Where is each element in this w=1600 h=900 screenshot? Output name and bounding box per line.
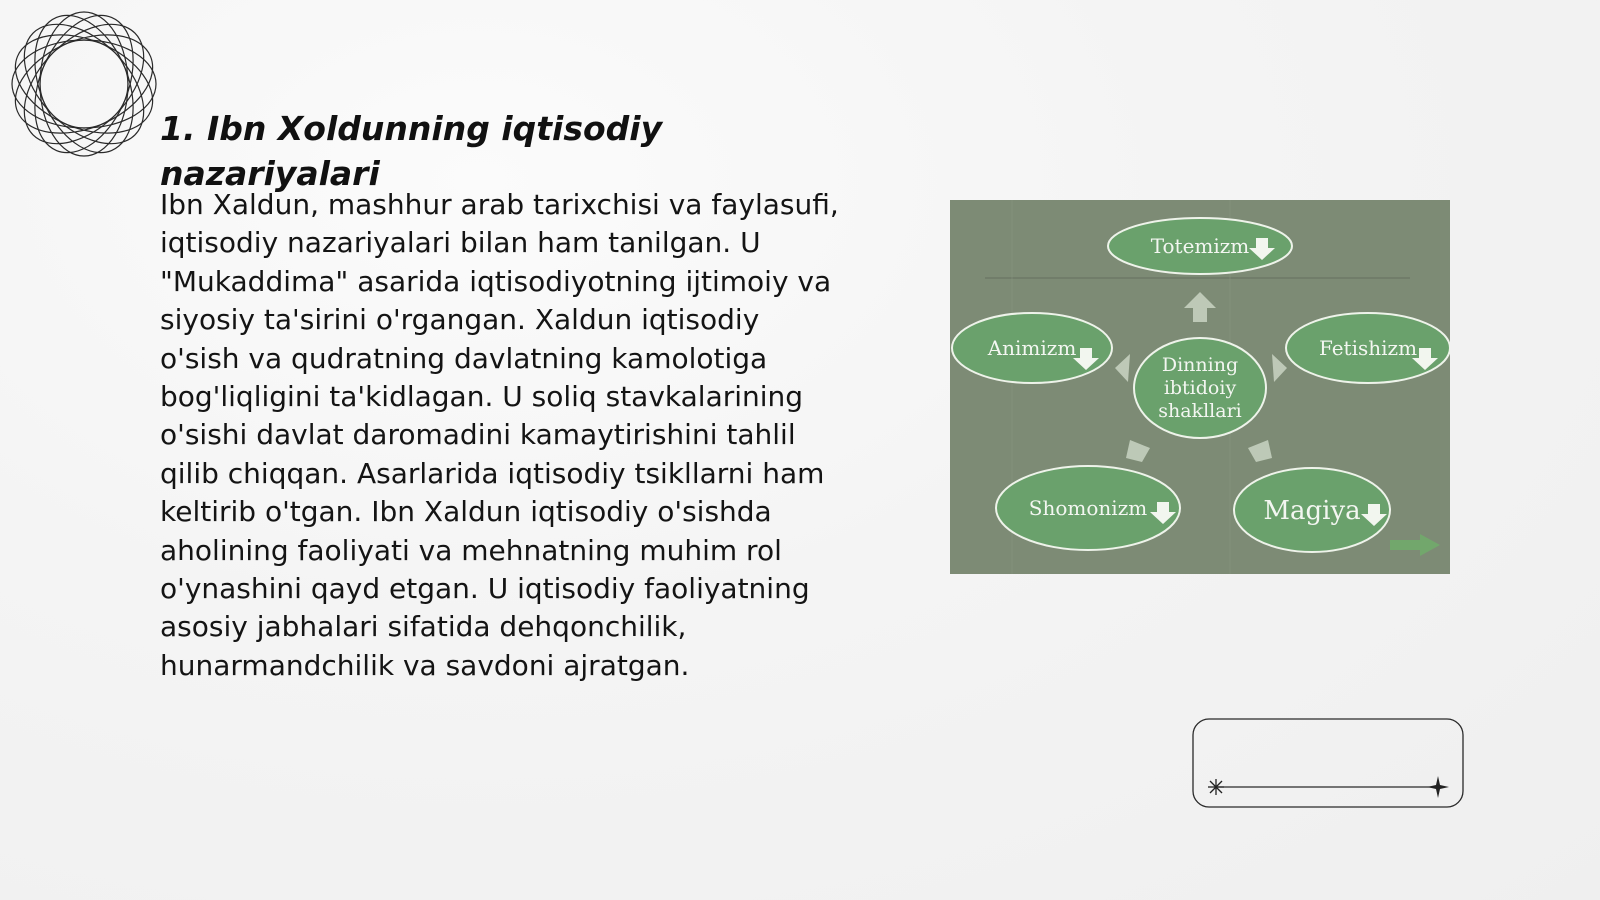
node-animizm	[952, 313, 1112, 383]
ornament-ring	[40, 12, 128, 156]
sparkle-icon	[1208, 779, 1224, 795]
node-magiya	[1234, 468, 1390, 552]
node-fetishizm	[1286, 313, 1450, 383]
node-totemizm	[1108, 218, 1292, 274]
center-label-line3: shakllari	[1158, 400, 1242, 422]
religion-forms-diagram	[950, 200, 1450, 574]
body-paragraph: Ibn Xaldun, mashhur arab tarixchisi va faylasufi, iqtisodiy nazariyalari bilan ham tanilgan. U "Mukaddima" asarida iqtisodiyotning ijtimoiy va siyosiy ta'sirini o'rgangan. Xaldun iqtisodiy o'sish va qudratning davlatning kamolotiga bog'liqligini ta'kidlagan. U soliq stavkalarining o'sishi davlat daromadini kamaytirishini tahlil qilib chiqqan. Asarlarida iqtisodiy tsikllarni ham keltirib o'tgan. Ibn Xaldun iqtisodiy o'sishda aholining faoliyati va mehnatning muhim rol o'ynashini qayd etgan. U iqtisodiy faoliyatning asosiy jabhalari sifatida dehqonchilik, hunarmandchilik va savdoni ajratgan.	[160, 188, 839, 682]
node-label-shomonizm: Shomonizm	[1028, 496, 1148, 520]
node-label-fetishizm: Fetishizm	[1318, 336, 1418, 360]
center-node	[1134, 338, 1266, 438]
center-label-line1: Dinning	[1161, 354, 1239, 376]
node-shomonizm	[996, 466, 1180, 550]
ornament-ring	[12, 40, 156, 128]
interlaced-circles-ornament	[8, 8, 160, 160]
node-label-magiya: Magiya	[1263, 496, 1361, 526]
node-label-animizm: Animizm	[987, 336, 1077, 360]
four-point-star-icon	[1427, 776, 1449, 798]
ornament-ring	[8, 8, 160, 160]
ornament-ring	[40, 40, 128, 128]
slide-title: 1. Ibn Xoldunning iqtisodiy nazariyalari	[160, 109, 663, 193]
center-label-line2: ibtidoiy	[1163, 377, 1237, 399]
decorative-frame	[1192, 718, 1464, 808]
node-label-totemizm: Totemizm	[1150, 234, 1250, 258]
